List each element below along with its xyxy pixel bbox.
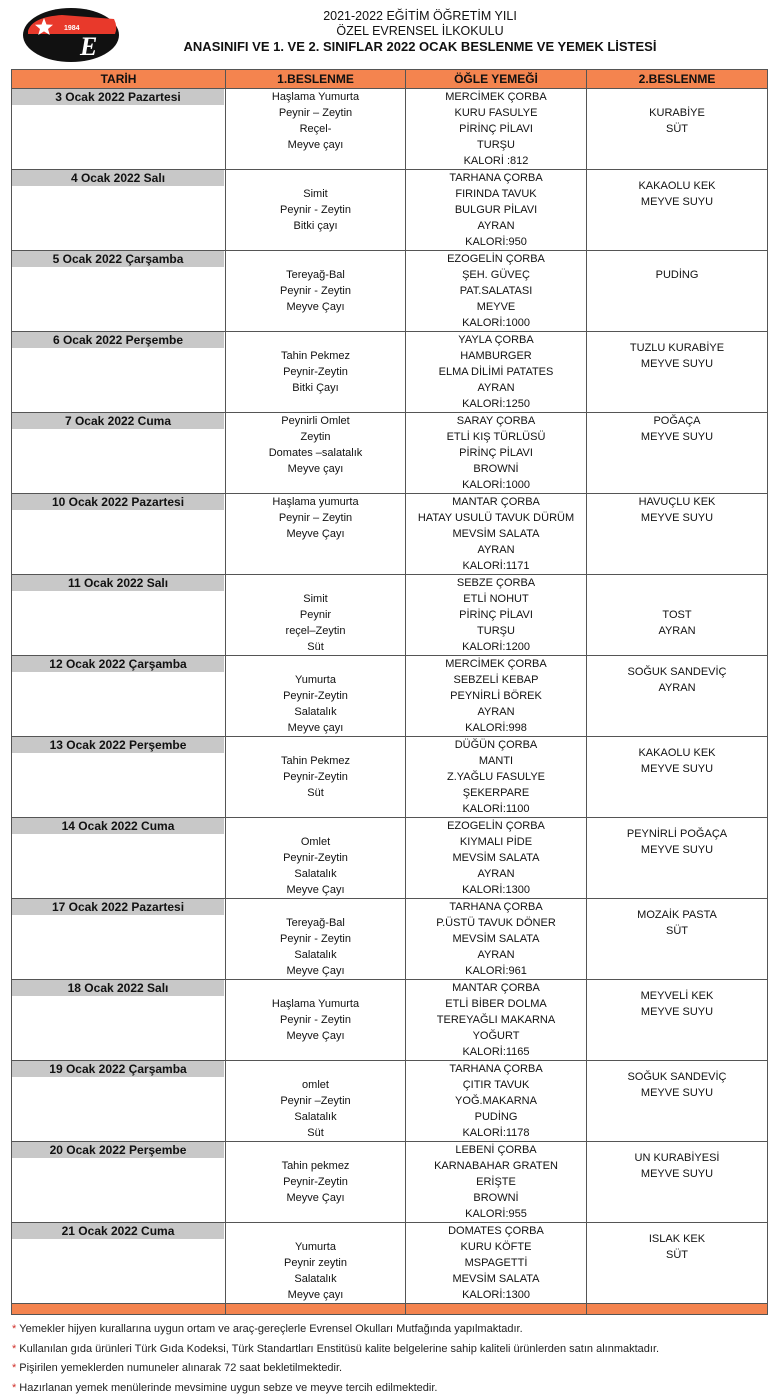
breakfast-2-item: MEYVE SUYU (640, 1006, 714, 1018)
breakfast-2-item: KURABİYE (649, 107, 705, 119)
breakfast-2-item: POĞAÇA (653, 415, 701, 427)
note-text: Hazırlanan yemek menülerinde mevsimine uygun sebze ve meyve tercih edilmektedir. (19, 1381, 438, 1394)
lunch-cell (406, 1061, 587, 1142)
school-year: 2021-2022 EĞİTİM ÖĞRETİM YILI (323, 9, 517, 23)
lunch-item: AYRAN (477, 220, 515, 232)
footer-cell (587, 1304, 768, 1315)
lunch-cell (406, 89, 587, 170)
lunch-item: KIYMALI PİDE (459, 836, 533, 848)
breakfast-1-item: Peynir-Zeytin (283, 366, 348, 378)
date-cell (12, 332, 226, 413)
lunch-cell (406, 818, 587, 899)
lunch-item: KALORİ:1100 (462, 803, 530, 815)
breakfast-1-item: Meyve Çayı (286, 301, 345, 313)
lunch-item: HATAY USULÜ TAVUK DÜRÜM (417, 512, 575, 524)
lunch-item: ÇITIR TAVUK (462, 1079, 530, 1091)
breakfast-2-item: KAKAOLU KEK (638, 180, 716, 192)
breakfast-1-item: Zeytin (300, 431, 331, 443)
breakfast-2-item: AYRAN (658, 682, 696, 694)
breakfast-1-cell (226, 656, 406, 737)
lunch-item: BROWNİ (473, 463, 519, 475)
lunch-item: KALORİ:1250 (462, 398, 530, 410)
breakfast-1-item: Omlet (300, 836, 331, 848)
breakfast-1-item: Peynir - Zeytin (280, 204, 351, 216)
breakfast-2-item: SOĞUK SANDEVİÇ (627, 666, 727, 678)
breakfast-2-cell (587, 332, 768, 413)
breakfast-1-item: Tahin Pekmez (280, 755, 351, 767)
breakfast-2-item: SÜT (666, 925, 688, 937)
breakfast-1-cell (226, 170, 406, 251)
lunch-cell (406, 413, 587, 494)
table-header-row (12, 70, 768, 89)
lunch-item: SEBZE ÇORBA (456, 577, 536, 589)
lunch-item: PUDİNG (474, 1111, 518, 1123)
breakfast-2-item: AYRAN (658, 625, 696, 637)
lunch-item: ETLİ KIŞ TÜRLÜSÜ (446, 431, 546, 443)
lunch-cell (406, 737, 587, 818)
lunch-cell (406, 899, 587, 980)
breakfast-1-item: Haşlama Yumurta (271, 998, 360, 1010)
lunch-item: Z.YAĞLU FASULYE (446, 771, 545, 783)
breakfast-2-item: MEYVE SUYU (640, 844, 714, 856)
lunch-item: KALORİ:961 (465, 965, 527, 977)
lunch-item: TARHANA ÇORBA (449, 1063, 543, 1075)
lunch-item: AYRAN (477, 868, 515, 880)
breakfast-1-item: Peynir –Zeytin (280, 1095, 351, 1107)
lunch-item: AYRAN (477, 949, 515, 961)
lunch-cell (406, 1142, 587, 1223)
lunch-item: KARNABAHAR GRATEN (434, 1160, 558, 1172)
breakfast-1-item: Domates –salatalık (268, 447, 363, 459)
lunch-item: ŞEKERPARE (462, 787, 530, 799)
table-row (12, 89, 768, 170)
breakfast-2-item: MEYVE SUYU (640, 431, 714, 443)
breakfast-1-item: Peynir-Zeytin (283, 1176, 348, 1188)
table-row (12, 494, 768, 575)
lunch-item: KALORİ:1000 (462, 317, 530, 329)
list-title: ANASINIFI VE 1. VE 2. SINIFLAR 2022 OCAK BESLENME VE YEMEK LİSTESİ (183, 39, 657, 54)
date-cell (12, 89, 226, 170)
column-header-breakfast-1: 1.BESLENME (226, 70, 406, 89)
breakfast-1-item: Peynir - Zeytin (280, 933, 351, 945)
date-cell (12, 575, 226, 656)
breakfast-1-item: Peynir-Zeytin (283, 852, 348, 864)
lunch-cell (406, 656, 587, 737)
breakfast-2-cell (587, 1142, 768, 1223)
breakfast-1-cell (226, 737, 406, 818)
note-item (12, 1379, 772, 1398)
lunch-item: YOĞURT (472, 1030, 520, 1042)
breakfast-2-cell (587, 899, 768, 980)
breakfast-2-cell (587, 818, 768, 899)
asterisk-icon: * (12, 1362, 17, 1374)
breakfast-1-item: Salatalık (294, 949, 337, 961)
breakfast-2-cell (587, 170, 768, 251)
breakfast-1-item: omlet (302, 1079, 329, 1091)
breakfast-1-item: Peynir zeytin (284, 1257, 347, 1269)
breakfast-2-cell (587, 494, 768, 575)
breakfast-1-cell (226, 413, 406, 494)
breakfast-1-item: Peynir-Zeytin (283, 690, 348, 702)
lunch-item: MEVSİM SALATA (452, 852, 540, 864)
breakfast-1-item: Süt (307, 787, 324, 799)
date-cell (12, 980, 226, 1061)
breakfast-1-item: Haşlama yumurta (272, 496, 359, 508)
page-header (0, 0, 777, 66)
table-row (12, 737, 768, 818)
breakfast-1-item: Meyve Çayı (286, 1030, 345, 1042)
lunch-item: ETLİ BİBER DOLMA (445, 998, 547, 1010)
breakfast-2-cell (587, 1061, 768, 1142)
lunch-item: KALORİ :812 (463, 155, 529, 167)
lunch-item: KALORİ:1165 (462, 1046, 530, 1058)
date-label: 10 Ocak 2022 Pazartesi (12, 494, 224, 510)
note-text: Yemekler hijyen kurallarına uygun ortam ve araç-gereçlerle Evrensel Okulları Mutfağında yapılmaktadır. (19, 1323, 523, 1335)
breakfast-2-cell (587, 737, 768, 818)
breakfast-1-cell (226, 494, 406, 575)
lunch-item: EZOGELİN ÇORBA (447, 820, 545, 832)
breakfast-1-item: Salatalık (294, 706, 337, 718)
breakfast-1-item: Salatalık (294, 1111, 337, 1123)
lunch-item: KALORİ:1300 (462, 884, 530, 896)
lunch-item: AYRAN (477, 544, 515, 556)
breakfast-2-item: MEYVE SUYU (640, 512, 714, 524)
breakfast-1-cell (226, 251, 406, 332)
breakfast-2-item: MEYVE SUYU (640, 196, 714, 208)
column-header-date: TARİH (12, 70, 226, 89)
date-cell (12, 818, 226, 899)
school-logo (22, 7, 120, 63)
lunch-cell (406, 980, 587, 1061)
lunch-item: KURU KÖFTE (460, 1241, 532, 1253)
date-label: 4 Ocak 2022 Salı (12, 170, 224, 186)
breakfast-2-cell (587, 251, 768, 332)
lunch-item: MSPAGETTİ (464, 1257, 528, 1269)
lunch-item: KALORİ:955 (465, 1208, 527, 1220)
breakfast-1-item: Bitki Çayı (292, 382, 339, 394)
lunch-item: KALORİ:950 (465, 236, 527, 248)
lunch-item: PAT.SALATASI (459, 285, 533, 297)
note-item (12, 1340, 772, 1360)
breakfast-1-item: Tereyağ-Bal (286, 269, 345, 281)
breakfast-1-item: Meyve çayı (287, 463, 344, 475)
date-label: 19 Ocak 2022 Çarşamba (12, 1061, 224, 1077)
breakfast-2-item: TUZLU KURABİYE (629, 342, 725, 354)
date-label: 3 Ocak 2022 Pazartesi (12, 89, 224, 105)
breakfast-1-item: Meyve Çayı (286, 1192, 345, 1204)
breakfast-2-item: SOĞUK SANDEVİÇ (627, 1071, 727, 1083)
breakfast-2-item: MEYVE SUYU (640, 1087, 714, 1099)
table-row (12, 656, 768, 737)
date-cell (12, 1223, 226, 1304)
breakfast-2-item: PUDİNG (655, 269, 699, 281)
lunch-item: AYRAN (477, 382, 515, 394)
table-row (12, 332, 768, 413)
lunch-item: KALORİ:1000 (462, 479, 530, 491)
date-label: 12 Ocak 2022 Çarşamba (12, 656, 224, 672)
date-cell (12, 494, 226, 575)
date-label: 17 Ocak 2022 Pazartesi (12, 899, 224, 915)
breakfast-2-item: TOST (662, 609, 692, 621)
breakfast-1-item: Peynir (299, 609, 332, 621)
breakfast-2-item: UN KURABİYESİ (634, 1152, 720, 1164)
school-name: ÖZEL EVRENSEL İLKOKULU (336, 24, 504, 38)
lunch-item: KALORİ:1171 (462, 560, 530, 572)
lunch-item: DOMATES ÇORBA (448, 1225, 544, 1237)
lunch-item: AYRAN (477, 706, 515, 718)
date-cell (12, 1142, 226, 1223)
lunch-item: PİRİNÇ PİLAVI (459, 123, 533, 135)
breakfast-1-item: Tereyağ-Bal (286, 917, 345, 929)
menu-body (12, 89, 768, 1315)
breakfast-2-item: PEYNİRLİ POĞAÇA (626, 828, 728, 840)
lunch-item: DÜĞÜN ÇORBA (454, 739, 538, 751)
breakfast-1-cell (226, 818, 406, 899)
note-item (12, 1359, 772, 1379)
table-row (12, 413, 768, 494)
breakfast-2-item: SÜT (666, 123, 688, 135)
lunch-item: KALORİ:1178 (462, 1127, 530, 1139)
title-block (110, 9, 730, 54)
asterisk-icon: * (12, 1323, 17, 1335)
lunch-item: PİRİNÇ PİLAVI (459, 609, 533, 621)
lunch-item: YOĞ.MAKARNA (455, 1095, 537, 1107)
breakfast-1-item: Süt (307, 641, 324, 653)
date-label: 5 Ocak 2022 Çarşamba (12, 251, 224, 267)
breakfast-1-item: Peynir - Zeytin (280, 285, 351, 297)
breakfast-1-item: Meyve Çayı (286, 528, 345, 540)
breakfast-1-item: Reçel- (299, 123, 332, 135)
lunch-item: LEBENİ ÇORBA (455, 1144, 537, 1156)
footer-cell (226, 1304, 406, 1315)
breakfast-1-cell (226, 1142, 406, 1223)
breakfast-1-item: Meyve çayı (287, 722, 344, 734)
breakfast-2-item: ISLAK KEK (648, 1233, 706, 1245)
breakfast-2-item: HAVUÇLU KEK (638, 496, 716, 508)
lunch-item: FIRINDA TAVUK (455, 188, 537, 200)
lunch-item: PEYNİRLİ BÖREK (450, 690, 542, 702)
breakfast-1-cell (226, 1223, 406, 1304)
lunch-item: MEVSİM SALATA (452, 528, 540, 540)
menu-table (11, 69, 768, 1315)
date-cell (12, 251, 226, 332)
column-header-breakfast-2: 2.BESLENME (587, 70, 768, 89)
lunch-item: MANTAR ÇORBA (452, 496, 540, 508)
breakfast-2-cell (587, 1223, 768, 1304)
lunch-cell (406, 251, 587, 332)
breakfast-1-item: Haşlama Yumurta (271, 91, 360, 103)
footer-cell (12, 1304, 226, 1315)
breakfast-1-item: Peynir-Zeytin (283, 771, 348, 783)
breakfast-1-item: Tahin pekmez (281, 1160, 350, 1172)
breakfast-2-cell (587, 413, 768, 494)
date-cell (12, 899, 226, 980)
lunch-item: P.ÜSTÜ TAVUK DÖNER (436, 917, 556, 929)
breakfast-1-item: Bitki çayı (293, 220, 338, 232)
breakfast-2-item: MEYVE SUYU (640, 1168, 714, 1180)
lunch-cell (406, 332, 587, 413)
lunch-cell (406, 494, 587, 575)
breakfast-1-item: Süt (307, 1127, 324, 1139)
date-cell (12, 737, 226, 818)
lunch-item: PİRİNÇ PİLAVI (459, 447, 533, 459)
date-label: 20 Ocak 2022 Perşembe (12, 1142, 224, 1158)
breakfast-1-item: Meyve çayı (287, 139, 344, 151)
lunch-cell (406, 1223, 587, 1304)
lunch-item: ERİŞTE (476, 1176, 516, 1188)
lunch-item: SEBZELİ KEBAP (453, 674, 539, 686)
logo-year: 1984 (64, 25, 80, 32)
lunch-item: MERCİMEK ÇORBA (445, 658, 547, 670)
breakfast-1-item: Salatalık (294, 1273, 337, 1285)
breakfast-2-item: SÜT (666, 1249, 688, 1261)
lunch-item: MEVSİM SALATA (452, 1273, 540, 1285)
lunch-item: MEYVE (476, 301, 516, 313)
breakfast-1-cell (226, 89, 406, 170)
date-label: 14 Ocak 2022 Cuma (12, 818, 224, 834)
lunch-item: TARHANA ÇORBA (449, 901, 543, 913)
lunch-item: EZOGELİN ÇORBA (447, 253, 545, 265)
note-text: Pişirilen yemeklerden numuneler alınarak 72 saat bekletilmektedir. (19, 1362, 343, 1374)
logo-letter: E (80, 32, 98, 61)
breakfast-1-item: Peynirli Omlet (281, 415, 350, 427)
table-row (12, 899, 768, 980)
date-label: 11 Ocak 2022 Salı (12, 575, 224, 591)
breakfast-1-item: Yumurta (295, 674, 336, 686)
date-label: 7 Ocak 2022 Cuma (12, 413, 224, 429)
date-label: 13 Ocak 2022 Perşembe (12, 737, 224, 753)
table-row (12, 251, 768, 332)
table-row (12, 1223, 768, 1304)
breakfast-2-cell (587, 89, 768, 170)
breakfast-2-cell (587, 575, 768, 656)
breakfast-1-item: Yumurta (295, 1241, 336, 1253)
breakfast-1-cell (226, 1061, 406, 1142)
table-row (12, 170, 768, 251)
breakfast-1-cell (226, 899, 406, 980)
breakfast-1-item: Peynir - Zeytin (280, 1014, 351, 1026)
breakfast-1-item: Peynir – Zeytin (278, 107, 353, 119)
lunch-item: TEREYAĞLI MAKARNA (436, 1014, 556, 1026)
lunch-item: YAYLA ÇORBA (458, 334, 534, 346)
breakfast-1-item: Tahin Pekmez (280, 350, 351, 362)
breakfast-1-item: Meyve Çayı (286, 965, 345, 977)
table-row (12, 818, 768, 899)
table-row (12, 575, 768, 656)
breakfast-1-item: reçel–Zeytin (285, 625, 346, 637)
breakfast-2-item: MOZAİK PASTA (637, 909, 717, 921)
lunch-item: TURŞU (477, 139, 515, 151)
lunch-item: BULGUR PİLAVI (454, 204, 538, 216)
date-cell (12, 413, 226, 494)
date-cell (12, 1061, 226, 1142)
lunch-item: ETLİ NOHUT (463, 593, 529, 605)
lunch-item: KALORİ:1300 (462, 1289, 530, 1301)
breakfast-2-item: KAKAOLU KEK (638, 747, 716, 759)
breakfast-1-item: Simit (303, 593, 328, 605)
lunch-item: TURŞU (477, 625, 515, 637)
breakfast-2-item: MEYVE SUYU (640, 358, 714, 370)
breakfast-1-item: Meyve Çayı (286, 884, 345, 896)
lunch-item: MANTAR ÇORBA (452, 982, 540, 994)
breakfast-1-cell (226, 332, 406, 413)
breakfast-1-item: Simit (303, 188, 328, 200)
lunch-item: BROWNİ (473, 1192, 519, 1204)
lunch-item: KALORİ:998 (465, 722, 527, 734)
footer-cell (406, 1304, 587, 1315)
table-row (12, 1061, 768, 1142)
lunch-item: HAMBURGER (460, 350, 532, 362)
table-footer-row (12, 1304, 768, 1315)
breakfast-2-cell (587, 980, 768, 1061)
breakfast-1-cell (226, 575, 406, 656)
lunch-item: KURU FASULYE (454, 107, 538, 119)
lunch-item: ELMA DİLİMİ PATATES (438, 366, 554, 378)
breakfast-1-item: Meyve çayı (287, 1289, 344, 1301)
asterisk-icon: * (12, 1342, 17, 1355)
asterisk-icon: * (12, 1381, 17, 1394)
breakfast-2-cell (587, 656, 768, 737)
table-row (12, 980, 768, 1061)
column-header-lunch: ÖĞLE YEMEĞİ (406, 70, 587, 89)
lunch-item: MERCİMEK ÇORBA (445, 91, 547, 103)
note-text: Kullanılan gıda ürünleri Türk Gıda Kodeksi, Türk Standartları Enstitüsü kalite belgelerine sahip kaliteli ürünlerden satın alınmaktadır. (19, 1342, 660, 1355)
date-label: 21 Ocak 2022 Cuma (12, 1223, 224, 1239)
lunch-cell (406, 170, 587, 251)
lunch-item: MANTI (478, 755, 514, 767)
breakfast-1-cell (226, 980, 406, 1061)
lunch-item: KALORİ:1200 (462, 641, 530, 653)
breakfast-1-item: Salatalık (294, 868, 337, 880)
breakfast-2-item: MEYVELİ KEK (640, 990, 714, 1002)
breakfast-1-item: Peynir – Zeytin (278, 512, 353, 524)
lunch-item: TARHANA ÇORBA (449, 172, 543, 184)
lunch-cell (406, 575, 587, 656)
date-cell (12, 170, 226, 251)
breakfast-2-item: MEYVE SUYU (640, 763, 714, 775)
table-row (12, 1142, 768, 1223)
notes-section (12, 1320, 772, 1398)
date-cell (12, 656, 226, 737)
date-label: 6 Ocak 2022 Perşembe (12, 332, 224, 348)
lunch-item: SARAY ÇORBA (456, 415, 536, 427)
date-label: 18 Ocak 2022 Salı (12, 980, 224, 996)
lunch-item: MEVSİM SALATA (452, 933, 540, 945)
lunch-item: ŞEH. GÜVEÇ (462, 269, 530, 281)
note-item (12, 1320, 772, 1340)
